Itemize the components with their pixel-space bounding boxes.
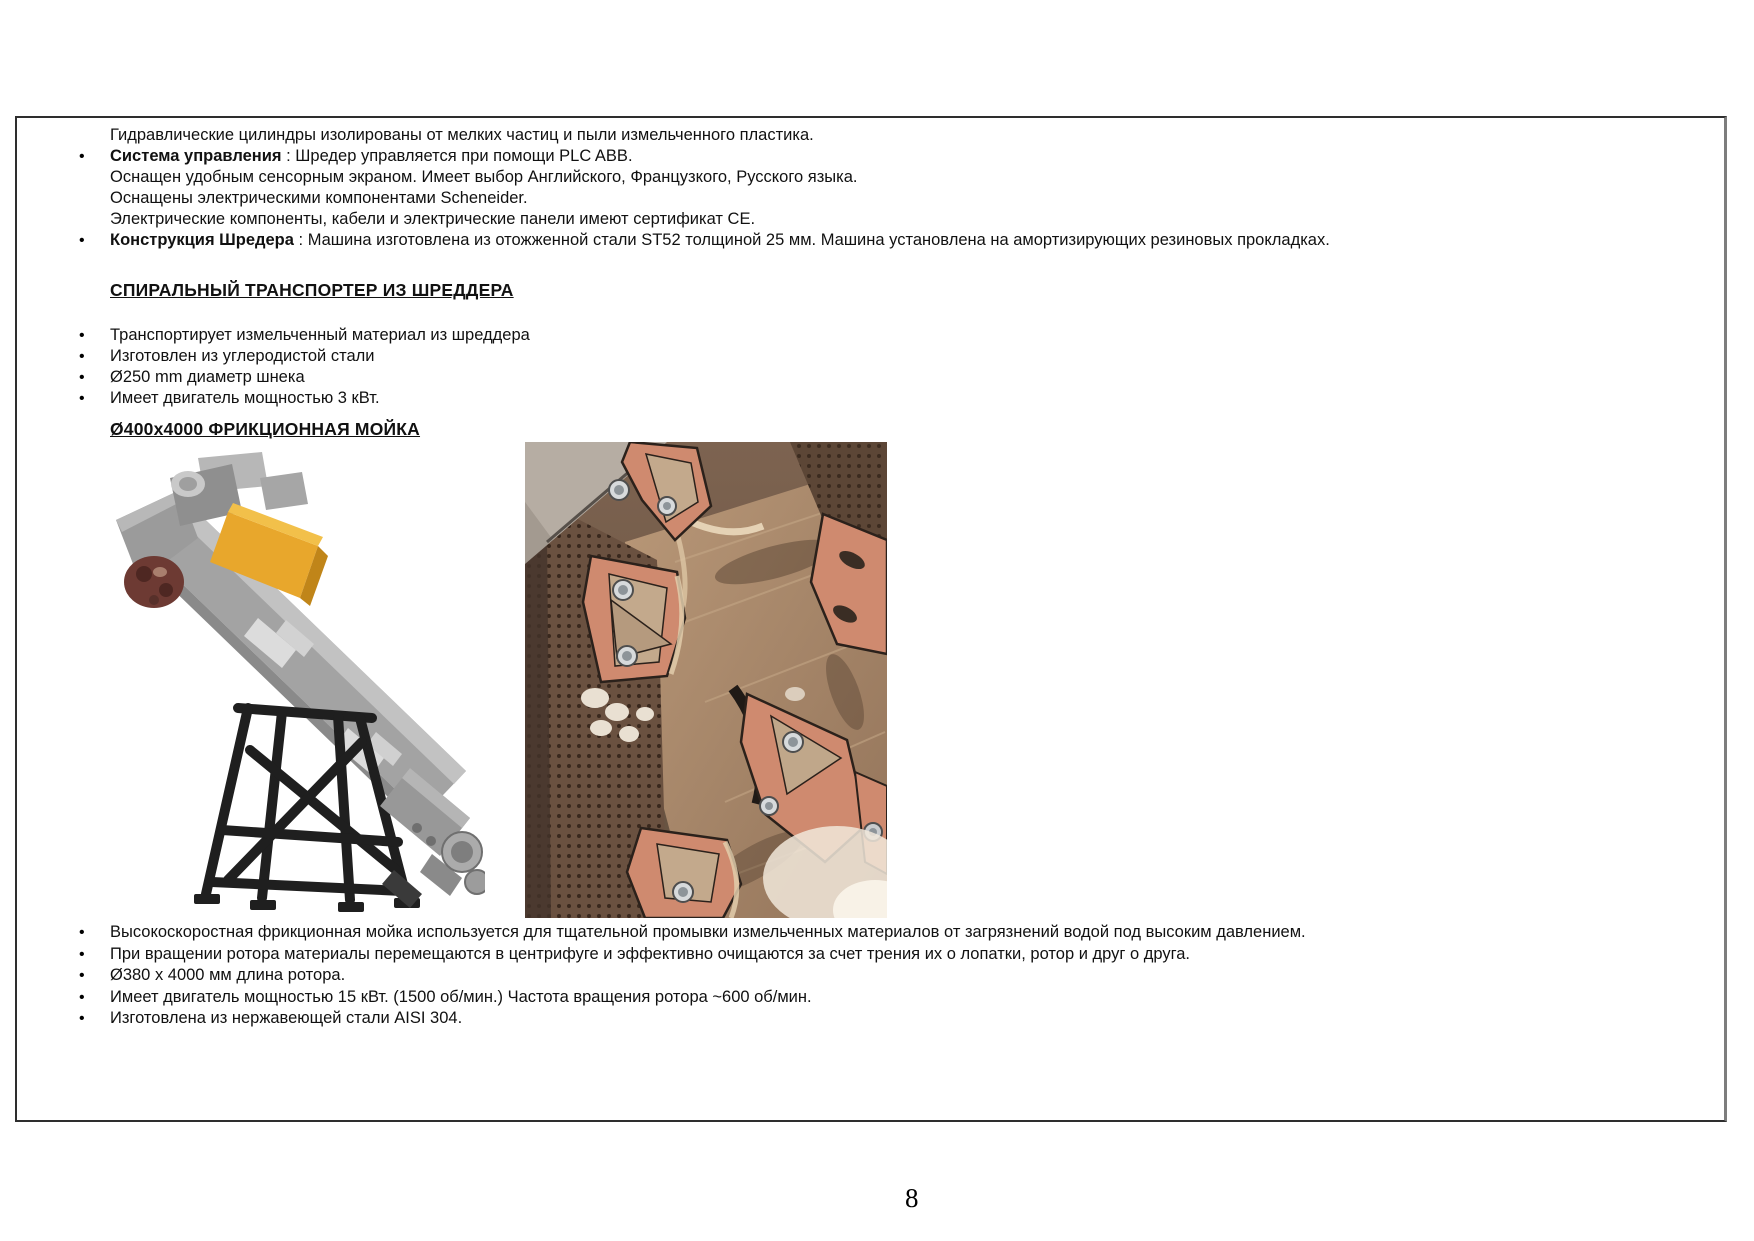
construction-label: Конструкция Шредера bbox=[110, 231, 294, 249]
list-item: • Ø250 mm диаметр шнека bbox=[110, 367, 1684, 388]
list-item: • При вращении ротора материалы перемещаются в центрифуге и эффективно очищаются за счет трения их о лопатки, ротор и друг о друга. bbox=[110, 944, 1684, 966]
friction-washer-rotor-photo bbox=[525, 442, 887, 918]
control-system-text: Шредер управляется при помощи PLC ABB. bbox=[295, 147, 633, 165]
text-line bbox=[110, 230, 1684, 251]
label-separator: : bbox=[281, 147, 296, 165]
control-system-label: Система управления bbox=[110, 147, 282, 165]
figures-row bbox=[110, 442, 1684, 918]
rotor-photo-drawing bbox=[525, 442, 887, 918]
list-item: • Изготовлена из нержавеющей стали AISI 304. bbox=[110, 1008, 1684, 1030]
paragraph-hydraulic-cylinders: Гидравлические цилиндры изолированы от мелких частиц и пыли измельченного пластика. bbox=[110, 126, 814, 144]
heading-spiral-conveyor: СПИРАЛЬНЫЙ ТРАНСПОРТЕР ИЗ ШРЕДДЕРА bbox=[110, 280, 514, 300]
page-number: 8 bbox=[905, 1183, 919, 1213]
text-line: Электрические компоненты, кабели и электрические панели имеют сертификат CE. bbox=[110, 210, 756, 228]
friction-washer-list bbox=[110, 922, 1684, 1030]
list-item: • Транспортирует измельченный материал из шреддера bbox=[110, 325, 1684, 346]
construction-text: Машина изготовлена из отожженной стали ST52 толщиной 25 мм. Машина установлена на амортизирующих резиновых прокладках. bbox=[307, 231, 1330, 249]
list-item: • Имеет двигатель мощностью 3 кВт. bbox=[110, 388, 1684, 409]
page-content bbox=[17, 118, 1724, 1120]
list-item-shredder-construction bbox=[110, 230, 1684, 251]
list-item: • Изготовлен из углеродистой стали bbox=[110, 346, 1684, 367]
text-line: Оснащены электрическими компонентами Scheneider. bbox=[110, 189, 528, 207]
spiral-conveyor-list bbox=[110, 325, 1684, 409]
conveyor-drawing bbox=[116, 452, 485, 912]
text-line: Оснащен удобным сенсорным экраном. Имеет выбор Английского, Французкого, Русского языка. bbox=[110, 168, 858, 186]
heading-friction-washer: Ø400x4000 ФРИКЦИОННАЯ МОЙКА bbox=[110, 419, 421, 439]
text-line bbox=[110, 146, 1684, 167]
spiral-conveyor-image bbox=[110, 450, 485, 920]
page-border-frame bbox=[15, 116, 1727, 1122]
list-item-control-system bbox=[110, 146, 1684, 230]
list-item: • Ø380 x 4000 мм длина ротора. bbox=[110, 965, 1684, 987]
list-item: • Имеет двигатель мощностью 15 кВт. (1500 об/мин.) Частота вращения ротора ~600 об/мин. bbox=[110, 987, 1684, 1009]
label-separator: : bbox=[293, 231, 308, 249]
list-item: • Высокоскоростная фрикционная мойка используется для тщательной промывки измельченных материалов от загрязнений водой под высоким давлением. bbox=[110, 922, 1684, 944]
shredder-features-list bbox=[110, 146, 1684, 251]
